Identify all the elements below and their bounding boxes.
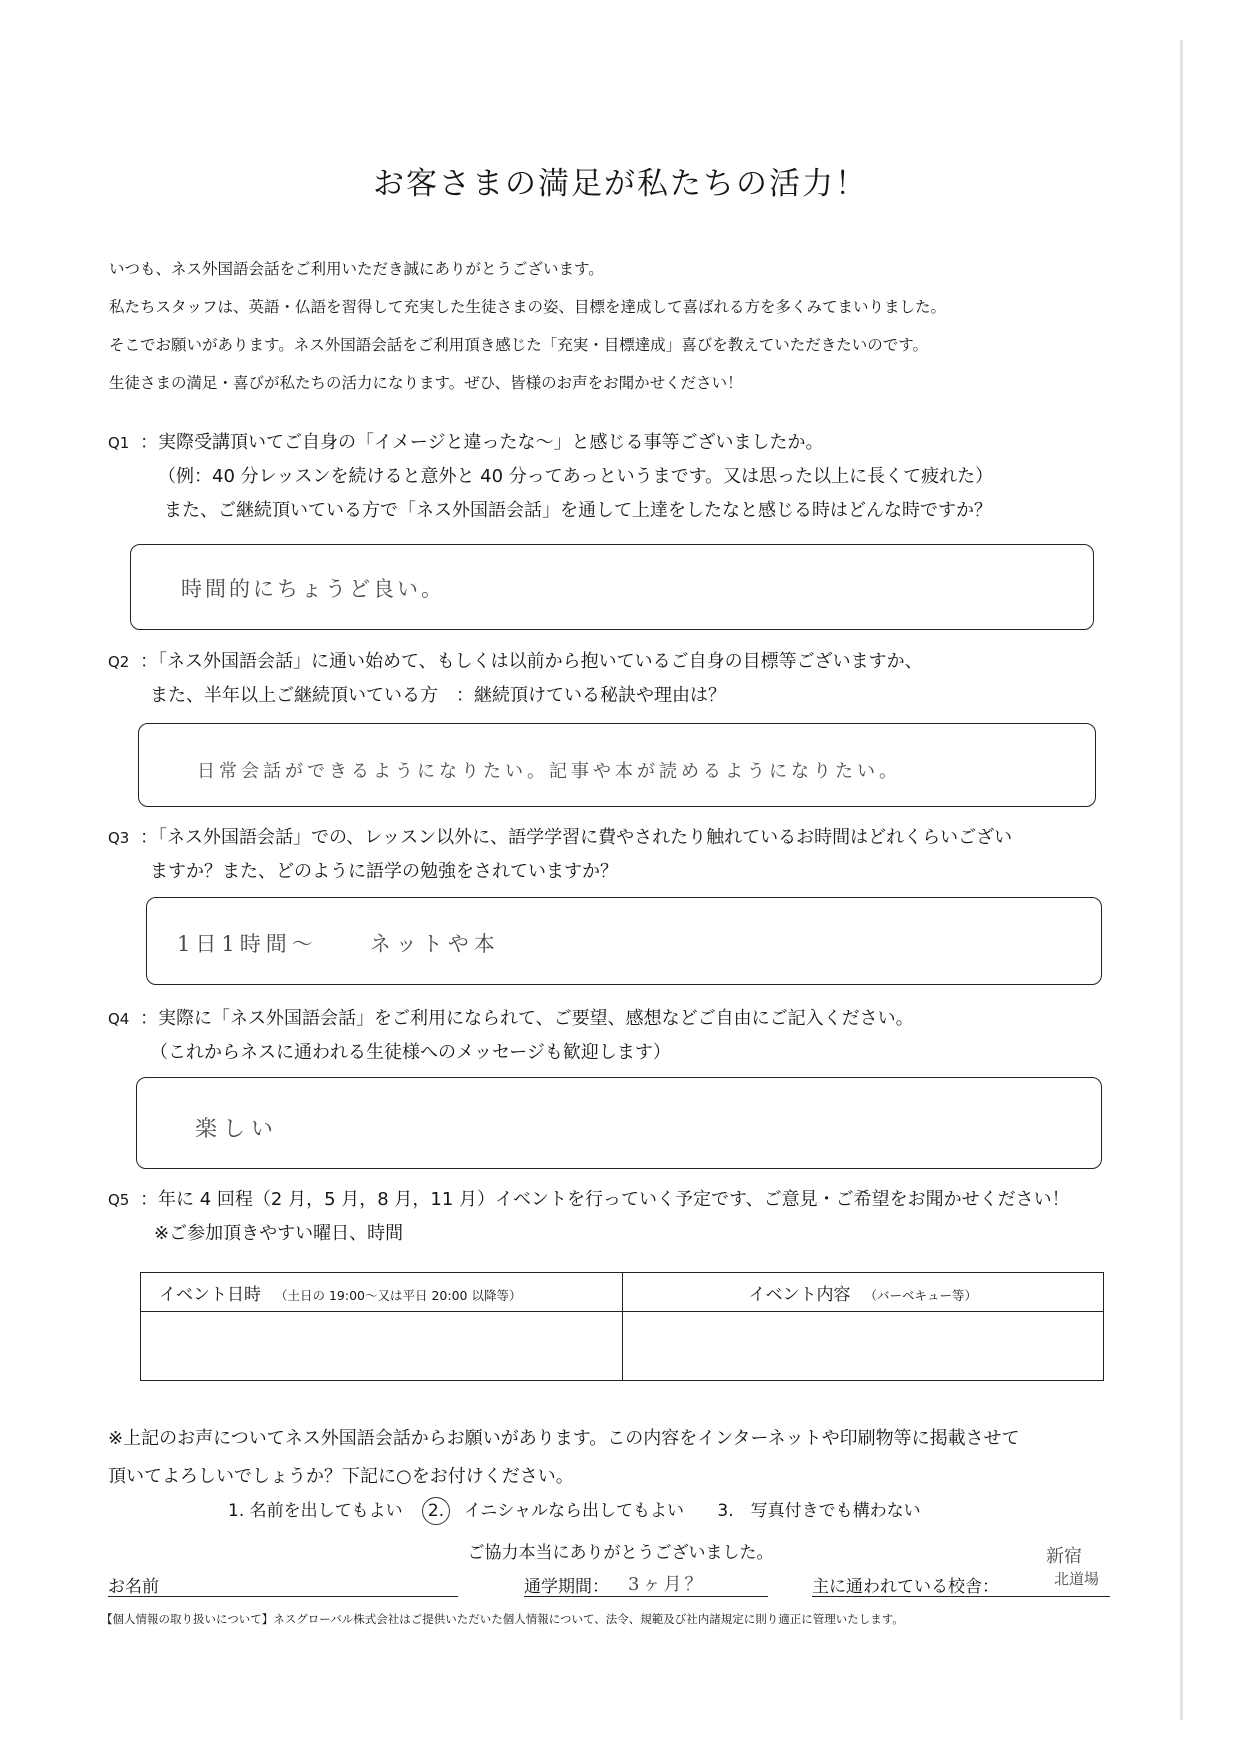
handwritten-answer: 1日1時間～ ネットや本 (177, 932, 500, 956)
permission-line: 頂いてよろしいでしょうか？下記に○をお付けください。 (108, 1466, 574, 1487)
question-text: また、ご継続頂いている方で「ネス外国語会話」を通して上達をしたなと感じる時はどんな時ですか？ (164, 500, 992, 521)
intro-text (109, 250, 1169, 402)
question-5 (108, 1183, 1070, 1251)
event-table-row (141, 1312, 1104, 1381)
event-datetime-header (141, 1273, 623, 1312)
option-initials-ok[interactable] (422, 1501, 698, 1521)
handwritten-answer: 楽しい (195, 1117, 280, 1142)
event-table-header (141, 1273, 1104, 1312)
answer-box-4[interactable] (136, 1077, 1102, 1169)
event-content-header (622, 1273, 1104, 1312)
option-photo-ok[interactable]: 3. 写真付きでも構わない (717, 1501, 921, 1521)
event-table (140, 1272, 1104, 1381)
event-datetime-title: イベント日時 (159, 1284, 261, 1305)
option-initials-label: イニシャルなら出してもよい (464, 1501, 685, 1521)
question-text: （例：40 分レッスンを続けると意外と 40 分ってあっというまです。又は思った以上に長くて疲れた） (158, 466, 994, 487)
event-content-note: （バーベキュー等） (864, 1287, 977, 1303)
question-text: また、半年以上ご継続頂いている方 ：継続頂けている秘訣や理由は？ (150, 685, 726, 706)
question-text: （これからネスに通われる生徒様へのメッセージも歓迎します） (150, 1042, 671, 1063)
answer-box-1[interactable] (130, 544, 1094, 630)
event-datetime-note: （土日の 19:00～又は平日 20:00 以降等） (275, 1287, 522, 1303)
question-number: Q1 (108, 434, 130, 452)
thanks-message: ご協力本当にありがとうございました。 (467, 1543, 774, 1563)
selected-circle-mark: 2. (422, 1497, 450, 1525)
intro-line: 私たちスタッフは、英語・仏語を習得して充実した生徒さまの姿、目標を達成して喜ばれる方を多くみてまいりました。 (109, 298, 947, 316)
event-content-title: イベント内容 (748, 1284, 851, 1305)
school-value: 新宿 (1046, 1546, 1082, 1567)
intro-line: いつも、ネス外国語会話をご利用いただき誠にありがとうございます。 (109, 260, 604, 278)
event-datetime-cell[interactable] (141, 1312, 623, 1381)
question-3 (108, 821, 1012, 889)
period-value: 3ヶ月？ (628, 1574, 706, 1595)
question-number: Q4 (108, 1010, 130, 1028)
question-1 (108, 426, 993, 528)
permission-request (108, 1420, 1020, 1496)
question-text: ※ご参加頂きやすい曜日、時間 (154, 1223, 404, 1244)
answer-box-2[interactable] (138, 723, 1096, 807)
period-underline[interactable] (524, 1596, 768, 1597)
question-4 (108, 1002, 914, 1070)
page-edge-shadow (1180, 40, 1183, 1720)
page-title: お客さまの満足が私たちの活力！ (373, 166, 868, 202)
question-text: ：年に 4 回程（2 月，5 月，8 月，11 月）イベントを行っていく予定です、ご意見・ご希望をお聞かせください！ (140, 1189, 1070, 1210)
question-text: ますか？また、どのように語学の勉強をされていますか？ (150, 861, 618, 882)
handwritten-answer: 時間的にちょうど良い。 (181, 577, 445, 601)
question-text: ：「ネス外国語会話」での、レッスン以外に、語学学習に費やされたり触れているお時間はどれくらいござい (140, 827, 1013, 848)
name-underline[interactable] (108, 1596, 458, 1597)
intro-line: 生徒さまの満足・喜びが私たちの活力になります。ぜひ、皆様のお声をお聞かせください！ (109, 374, 743, 392)
permission-options (228, 1496, 935, 1525)
event-content-cell[interactable] (622, 1312, 1104, 1381)
question-text: ：「ネス外国語会話」に通い始めて、もしくは以前から抱いているご自身の目標等ございますか、 (140, 651, 923, 672)
question-number: Q3 (108, 829, 130, 847)
handwritten-answer: 日常会話ができるようになりたい。記事や本が読めるようになりたい。 (197, 761, 901, 782)
school-label: 主に通われている校舎： (812, 1577, 999, 1597)
option-name-ok[interactable]: 1. 名前を出してもよい (228, 1501, 403, 1521)
intro-line: そこでお願いがあります。ネス外国語会話をご利用頂き感じた「充実・目標達成」喜びを教えていただきたいのです。 (109, 336, 929, 354)
question-2 (108, 645, 923, 713)
school-value: 北道場 (1054, 1570, 1100, 1588)
question-text: ：実際に「ネス外国語会話」をご利用になられて、ご要望、感想などご自由にご記入ください。 (140, 1008, 914, 1029)
privacy-notice: 【個人情報の取り扱いについて】ネスグローバル株式会社はご提供いただいた個人情報について、法令、規範及び社内諸規定に則り適正に管理いたします。 (101, 1612, 904, 1626)
period-label: 通学期間： (524, 1577, 609, 1597)
name-label: お名前 (108, 1577, 159, 1597)
question-text: ：実際受講頂いてご自身の「イメージと違ったな～」と感じる事等ございましたか。 (140, 432, 824, 453)
question-number: Q2 (108, 653, 130, 671)
question-number: Q5 (108, 1191, 130, 1209)
permission-line: ※上記のお声についてネス外国語会話からお願いがあります。この内容をインターネットや印刷物等に掲載させて (108, 1428, 1020, 1449)
answer-box-3[interactable] (146, 897, 1102, 985)
school-underline[interactable] (812, 1596, 1110, 1597)
